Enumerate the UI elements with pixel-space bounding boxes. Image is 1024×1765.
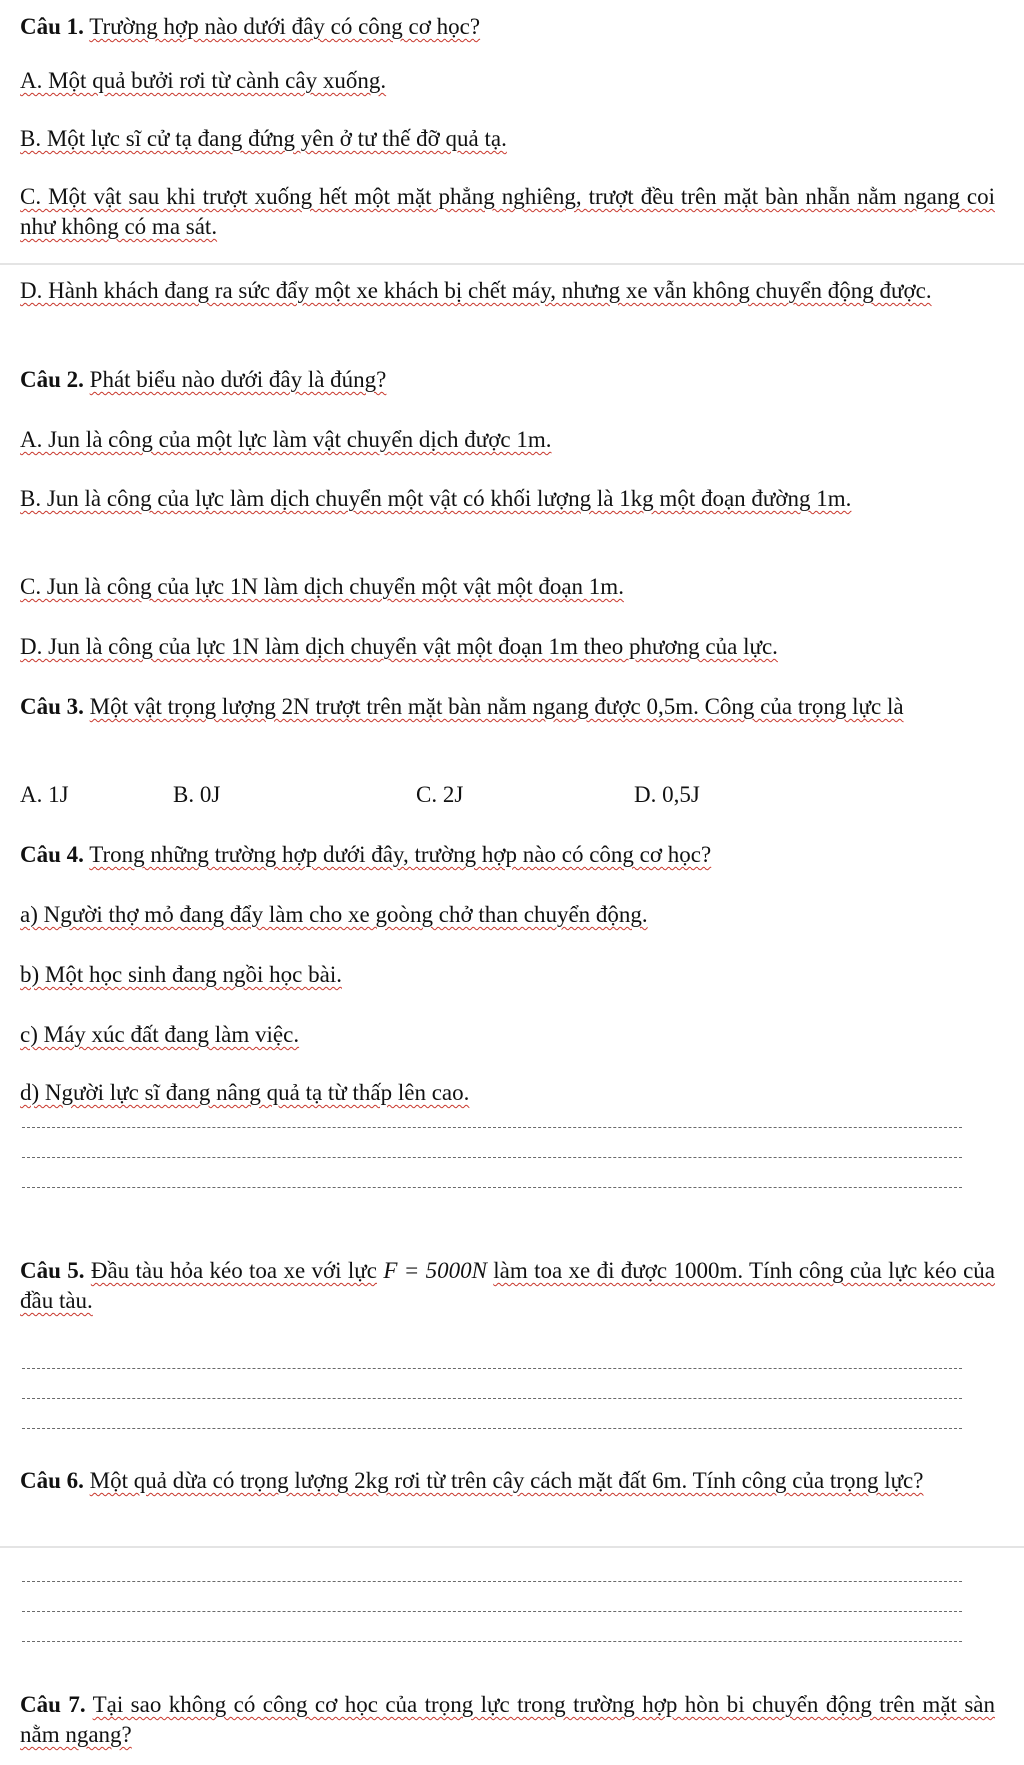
q3-options-row — [20, 780, 995, 810]
answer-line — [22, 1187, 962, 1188]
question-4 — [20, 840, 995, 870]
question-7 — [20, 1690, 995, 1750]
question-5-text-after: làm toa xe đi được 1000m. Tính công của lực kéo của đầu tàu. — [20, 1258, 995, 1313]
question-6 — [20, 1466, 995, 1496]
answer-line — [22, 1581, 962, 1582]
q1-option-a: A. Một quả bưởi rơi từ cành cây xuống. — [20, 68, 387, 93]
answer-line — [22, 1157, 962, 1158]
question-5-formula: F = 5000N — [383, 1258, 487, 1283]
question-3 — [20, 692, 995, 722]
question-4-label: Câu 4. — [20, 842, 84, 867]
question-5-text-before: Đầu tàu hỏa kéo toa xe với lực — [90, 1258, 377, 1283]
q3-option-a: A. 1J — [20, 782, 69, 807]
q1-option-b: B. Một lực sĩ cử tạ đang đứng yên ở tư thế đỡ quả tạ. — [20, 126, 507, 151]
question-2 — [20, 365, 995, 395]
question-1-label: Câu 1. — [20, 14, 84, 39]
q4-item-a: a) Người thợ mỏ đang đẩy làm cho xe goòng chở than chuyển động. — [20, 902, 648, 927]
answer-line — [22, 1641, 962, 1642]
q3-option-c: C. 2J — [416, 782, 464, 807]
answer-line — [22, 1398, 962, 1399]
q3-option-b: B. 0J — [173, 782, 221, 807]
question-1 — [20, 12, 995, 42]
divider — [0, 1546, 1024, 1548]
question-4-text: Trong những trường hợp dưới đây, trường hợp nào có công cơ học? — [89, 842, 712, 867]
question-6-label: Câu 6. — [20, 1468, 84, 1493]
answer-line — [22, 1127, 962, 1128]
question-5 — [20, 1256, 995, 1316]
question-7-label: Câu 7. — [20, 1692, 86, 1717]
question-2-label: Câu 2. — [20, 367, 84, 392]
q2-option-b: B. Jun là công của lực làm dịch chuyển một vật có khối lượng là 1kg một đoạn đường 1m. — [20, 486, 852, 511]
answer-line — [22, 1428, 962, 1429]
question-3-text: Một vật trọng lượng 2N trượt trên mặt bàn nằm ngang được 0,5m. Công của trọng lực là — [89, 694, 904, 719]
question-2-text: Phát biểu nào dưới đây là đúng? — [89, 367, 387, 392]
answer-line — [22, 1368, 962, 1369]
q4-item-c: c) Máy xúc đất đang làm việc. — [20, 1022, 300, 1047]
question-1-text: Trường hợp nào dưới đây có công cơ học? — [89, 14, 481, 39]
answer-line — [22, 1611, 962, 1612]
question-3-label: Câu 3. — [20, 694, 84, 719]
q2-option-a: A. Jun là công của một lực làm vật chuyển dịch được 1m. — [20, 427, 552, 452]
question-5-label: Câu 5. — [20, 1258, 85, 1283]
q1-option-d: D. Hành khách đang ra sức đẩy một xe khách bị chết máy, nhưng xe vẫn không chuyển động được. — [20, 278, 932, 303]
question-7-text: Tại sao không có công cơ học của trọng lực trong trường hợp hòn bi chuyển động trên mặt sàn nằm ngang? — [20, 1692, 996, 1747]
q4-item-d: d) Người lực sĩ đang nâng quả tạ từ thấp lên cao. — [20, 1080, 470, 1105]
question-6-text: Một quả dừa có trọng lượng 2kg rơi từ trên cây cách mặt đất 6m. Tính công của trọng lực? — [89, 1468, 924, 1493]
q4-item-b: b) Một học sinh đang ngồi học bài. — [20, 962, 342, 987]
q2-option-d: D. Jun là công của lực 1N làm dịch chuyển vật một đoạn 1m theo phương của lực. — [20, 634, 778, 659]
divider — [0, 263, 1024, 265]
q1-option-c: C. Một vật sau khi trượt xuống hết một mặt phẳng nghiêng, trượt đều trên mặt bàn nhẵn nằm ngang coi như không có ma sát. — [20, 184, 995, 239]
q2-option-c: C. Jun là công của lực 1N làm dịch chuyển một vật một đoạn 1m. — [20, 574, 624, 599]
q3-option-d: D. 0,5J — [634, 782, 700, 807]
